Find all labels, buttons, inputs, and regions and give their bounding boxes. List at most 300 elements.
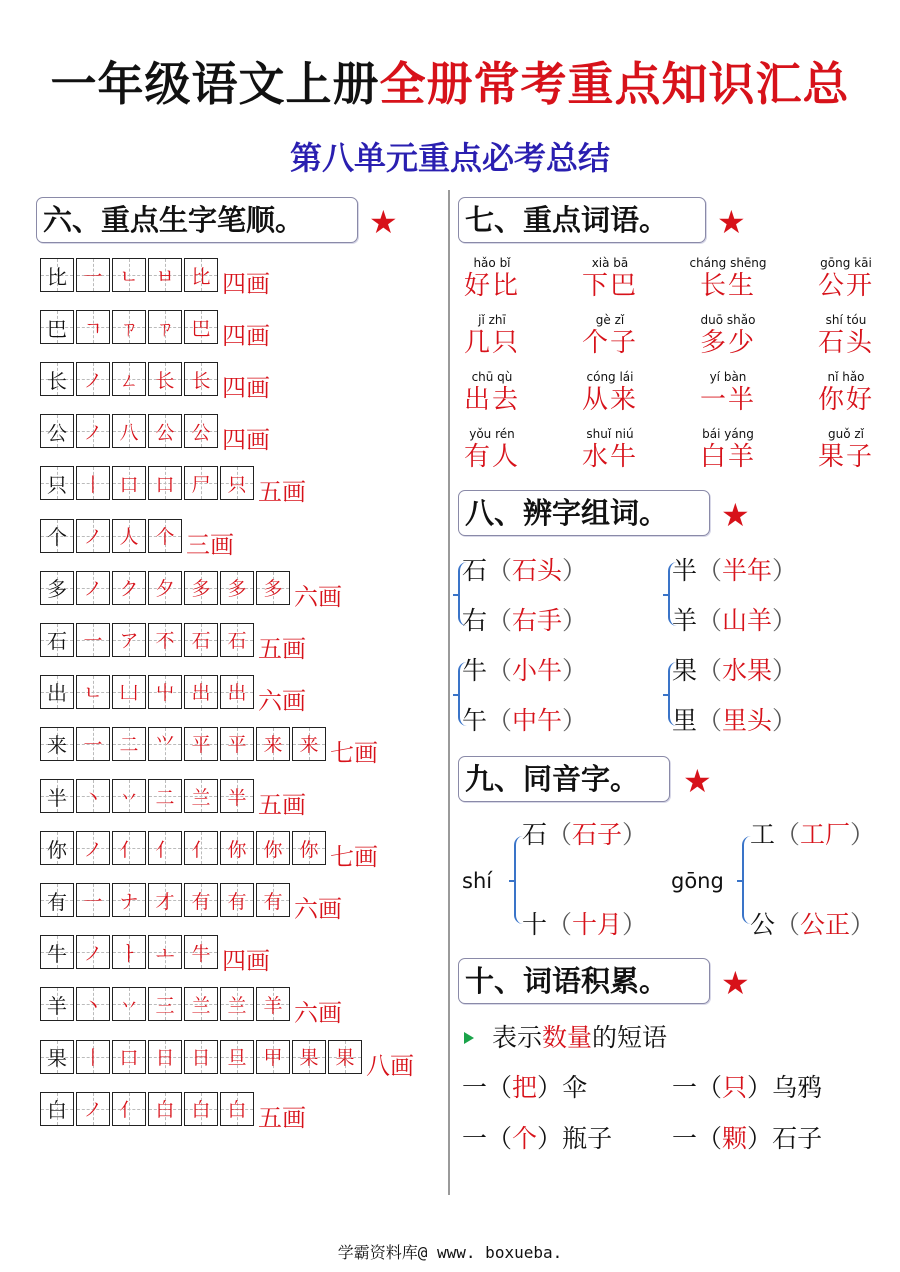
stroke-char: 只 bbox=[47, 472, 67, 497]
stroke-step-cell bbox=[76, 519, 110, 553]
stroke-step-cell bbox=[292, 727, 326, 761]
page-subtitle: 第八单元重点必考总结 bbox=[289, 139, 610, 177]
stroke-count: 五画 bbox=[258, 791, 306, 819]
char-cell bbox=[40, 362, 74, 396]
stroke-step: 亻 bbox=[191, 838, 211, 861]
stroke-step-cell bbox=[220, 779, 254, 813]
homophone-pinyin: gōng bbox=[671, 869, 724, 893]
stroke-step: 一 bbox=[83, 890, 103, 913]
stroke-step-cell bbox=[256, 571, 290, 605]
paren-open: （ bbox=[697, 1124, 723, 1153]
stroke-step: 人 bbox=[119, 526, 139, 548]
pair-word: 工厂 bbox=[800, 820, 851, 849]
measure-phrase bbox=[462, 1073, 587, 1103]
stroke-row bbox=[40, 519, 234, 559]
key-word bbox=[806, 312, 886, 358]
key-word bbox=[806, 255, 886, 301]
title-part2: 全册常考重点知识汇总 bbox=[379, 57, 850, 111]
stroke-step: 平 bbox=[227, 734, 247, 757]
stroke-step-cell bbox=[220, 571, 254, 605]
stroke-step: 多 bbox=[191, 578, 211, 601]
stroke-step: ノ bbox=[83, 942, 103, 965]
stroke-step: ノ bbox=[83, 838, 103, 861]
section7-heading: 七、重点词语。 bbox=[458, 197, 706, 243]
key-word bbox=[688, 255, 768, 301]
stroke-count: 六画 bbox=[258, 686, 306, 715]
stroke-step-cell bbox=[76, 623, 110, 657]
stroke-step-cell bbox=[292, 1040, 326, 1074]
stroke-step-cell bbox=[112, 310, 146, 344]
word-hanzi: 一半 bbox=[699, 385, 756, 415]
word-pinyin: bái yáng bbox=[702, 427, 754, 441]
stroke-row bbox=[40, 1040, 414, 1080]
paren-open: （ bbox=[697, 656, 723, 685]
section6-heading: 六、重点生字笔顺。 bbox=[36, 197, 358, 243]
stroke-step: ㄱ bbox=[83, 317, 103, 340]
stroke-step-cell bbox=[148, 310, 182, 344]
stroke-step-cell bbox=[112, 1092, 146, 1126]
pair-char: 十 bbox=[522, 910, 548, 939]
char-cell bbox=[40, 1040, 74, 1074]
stroke-step-cell bbox=[184, 987, 218, 1021]
stroke-step-cell bbox=[148, 779, 182, 813]
stroke-step: 一 bbox=[83, 734, 103, 757]
word-pinyin: gōng kāi bbox=[820, 256, 872, 270]
paren-open: （ bbox=[487, 606, 513, 635]
title-part1: 一年级语文上册 bbox=[50, 57, 380, 111]
stroke-step: 长 bbox=[191, 369, 211, 392]
stroke-step: 日 bbox=[191, 1047, 211, 1069]
stroke-step: 丶 bbox=[83, 786, 103, 809]
stroke-step-cell bbox=[256, 1040, 290, 1074]
stroke-step: 有 bbox=[191, 890, 211, 913]
stroke-step: ㄗ bbox=[119, 317, 139, 340]
char-pair bbox=[672, 706, 797, 736]
stroke-count: 四画 bbox=[222, 270, 270, 298]
word-hanzi: 水牛 bbox=[581, 442, 638, 472]
stroke-step-cell bbox=[76, 831, 110, 865]
measure-phrase bbox=[672, 1124, 822, 1154]
char-cell bbox=[40, 623, 74, 657]
stroke-step: 旦 bbox=[227, 1047, 247, 1069]
paren-close: ） bbox=[537, 1124, 563, 1153]
stroke-step: 亻 bbox=[119, 1099, 139, 1122]
key-word bbox=[806, 426, 886, 472]
bullet-triangle-icon bbox=[464, 1032, 474, 1044]
section9-heading: 九、同音字。 bbox=[458, 756, 670, 802]
phrase-pre: 一 bbox=[462, 1124, 488, 1153]
stroke-step-cell bbox=[76, 1092, 110, 1126]
stroke-count: 六画 bbox=[294, 582, 342, 611]
pair-word: 右手 bbox=[512, 606, 563, 635]
stroke-step: 有 bbox=[227, 890, 247, 913]
stroke-step: 兰 bbox=[191, 994, 211, 1017]
char-cell bbox=[40, 414, 74, 448]
word-pinyin: xià bā bbox=[591, 256, 629, 270]
paren-close: ） bbox=[772, 606, 798, 635]
section8-star-icon: ★ bbox=[721, 496, 750, 534]
stroke-row bbox=[40, 466, 306, 507]
stroke-step-cell bbox=[112, 987, 146, 1021]
stroke-step: 口 bbox=[155, 473, 175, 496]
char-cell bbox=[40, 519, 74, 553]
pair-char: 午 bbox=[462, 706, 488, 735]
stroke-step-cell bbox=[112, 935, 146, 969]
word-hanzi: 下巴 bbox=[581, 271, 638, 301]
word-hanzi: 石头 bbox=[817, 328, 874, 358]
word-hanzi: 几只 bbox=[463, 328, 520, 358]
word-pinyin: jǐ zhī bbox=[478, 313, 506, 327]
char-cell bbox=[40, 987, 74, 1021]
pair-word: 十月 bbox=[572, 910, 623, 939]
stroke-step: 石 bbox=[191, 630, 211, 653]
stroke-step-cell bbox=[76, 675, 110, 709]
pair-word: 中午 bbox=[512, 706, 563, 735]
stroke-step-cell bbox=[184, 935, 218, 969]
stroke-step-cell bbox=[148, 831, 182, 865]
stroke-step-cell bbox=[184, 1092, 218, 1126]
column-divider bbox=[448, 190, 450, 1195]
char-cell bbox=[40, 258, 74, 292]
stroke-step-cell bbox=[112, 519, 146, 553]
stroke-char: 多 bbox=[47, 577, 67, 602]
stroke-step-cell bbox=[220, 1040, 254, 1074]
section7-star-icon: ★ bbox=[717, 203, 746, 241]
stroke-step-cell bbox=[256, 987, 290, 1021]
char-cell bbox=[40, 1092, 74, 1126]
stroke-step: 亻 bbox=[119, 838, 139, 861]
stroke-step-cell bbox=[148, 519, 182, 553]
paren-open: （ bbox=[775, 820, 801, 849]
word-pinyin: shí tóu bbox=[825, 313, 867, 327]
paren-close: ） bbox=[772, 656, 798, 685]
homophone-pair bbox=[522, 910, 647, 940]
paren-open: （ bbox=[487, 1124, 513, 1153]
stroke-step: 二 bbox=[155, 786, 175, 809]
stroke-step-cell bbox=[112, 1040, 146, 1074]
stroke-step: 半 bbox=[227, 786, 247, 809]
stroke-step-cell bbox=[220, 675, 254, 709]
stroke-step-cell bbox=[76, 466, 110, 500]
stroke-step-cell bbox=[112, 831, 146, 865]
stroke-step: 个 bbox=[155, 526, 175, 548]
stroke-step-cell bbox=[148, 466, 182, 500]
stroke-step-cell bbox=[184, 414, 218, 448]
stroke-step: 来 bbox=[299, 734, 319, 757]
phrase-word: 颗 bbox=[722, 1124, 748, 1153]
phrase-post: 瓶子 bbox=[562, 1124, 613, 1153]
pair-char: 牛 bbox=[462, 656, 488, 685]
stroke-step-cell bbox=[220, 831, 254, 865]
word-hanzi: 有人 bbox=[463, 442, 520, 472]
stroke-step: ノ bbox=[83, 578, 103, 601]
stroke-step: 白 bbox=[191, 1099, 211, 1122]
stroke-step: 二 bbox=[119, 734, 139, 757]
stroke-step: ア bbox=[119, 630, 139, 653]
stroke-step-cell bbox=[148, 571, 182, 605]
pair-char: 里 bbox=[672, 706, 698, 735]
paren-close: ） bbox=[562, 556, 588, 585]
pair-char: 工 bbox=[750, 820, 776, 849]
pair-word: 石头 bbox=[512, 556, 563, 585]
key-word bbox=[688, 369, 768, 415]
stroke-step-cell bbox=[76, 1040, 110, 1074]
stroke-count: 四画 bbox=[222, 322, 270, 351]
stroke-step-cell bbox=[112, 571, 146, 605]
stroke-step-cell bbox=[76, 987, 110, 1021]
stroke-char: 你 bbox=[47, 837, 67, 862]
paren-open: （ bbox=[547, 910, 573, 939]
stroke-step: 羊 bbox=[263, 994, 283, 1017]
char-cell bbox=[40, 831, 74, 865]
stroke-step: 多 bbox=[263, 578, 283, 601]
stroke-step: ノ bbox=[83, 1099, 103, 1122]
stroke-count: 三画 bbox=[186, 530, 234, 559]
stroke-step-cell bbox=[76, 571, 110, 605]
stroke-step-cell bbox=[112, 623, 146, 657]
paren-close: ） bbox=[562, 706, 588, 735]
paren-open: （ bbox=[697, 556, 723, 585]
stroke-step: 丷 bbox=[119, 786, 139, 809]
phrase-word: 个 bbox=[512, 1124, 538, 1153]
stroke-step-cell bbox=[112, 414, 146, 448]
stroke-step-cell bbox=[256, 831, 290, 865]
stroke-step: 丨 bbox=[83, 1047, 103, 1069]
stroke-step: 口 bbox=[119, 1047, 139, 1069]
key-word bbox=[570, 312, 650, 358]
stroke-step-cell bbox=[76, 779, 110, 813]
stroke-step: 长 bbox=[155, 369, 175, 392]
stroke-char: 来 bbox=[47, 733, 67, 758]
stroke-step-cell bbox=[76, 362, 110, 396]
stroke-count: 四画 bbox=[222, 426, 270, 455]
char-cell bbox=[40, 727, 74, 761]
word-pinyin: cóng lái bbox=[586, 370, 634, 384]
stroke-step-cell bbox=[220, 727, 254, 761]
phrase-post: 乌鸦 bbox=[772, 1073, 823, 1102]
stroke-step-cell bbox=[184, 623, 218, 657]
stroke-step: ナ bbox=[119, 890, 139, 913]
char-cell bbox=[40, 935, 74, 969]
stroke-step-cell bbox=[148, 258, 182, 292]
paren-close: ） bbox=[850, 820, 876, 849]
stroke-step: ㅏ bbox=[119, 942, 139, 965]
paren-open: （ bbox=[487, 656, 513, 685]
stroke-step-cell bbox=[148, 675, 182, 709]
stroke-row bbox=[40, 623, 306, 663]
stroke-step: 才 bbox=[155, 890, 175, 913]
stroke-row bbox=[40, 935, 270, 976]
word-hanzi: 个子 bbox=[581, 328, 638, 358]
stroke-step-cell bbox=[292, 831, 326, 865]
char-pair bbox=[672, 606, 797, 636]
stroke-count: 八画 bbox=[366, 1051, 414, 1080]
phrase-post: 伞 bbox=[562, 1073, 588, 1102]
char-cell bbox=[40, 675, 74, 709]
stroke-row bbox=[40, 362, 270, 403]
stroke-step-cell bbox=[220, 883, 254, 917]
stroke-row bbox=[40, 258, 270, 298]
paren-close: ） bbox=[622, 820, 648, 849]
pair-word: 山羊 bbox=[722, 606, 773, 635]
paren-open: （ bbox=[697, 1073, 723, 1102]
stroke-count: 五画 bbox=[258, 1103, 306, 1132]
stroke-step: 你 bbox=[227, 838, 247, 861]
stroke-row bbox=[40, 883, 342, 924]
char-cell bbox=[40, 883, 74, 917]
paren-open: （ bbox=[487, 706, 513, 735]
stroke-step: 不 bbox=[155, 630, 175, 653]
stroke-char: 有 bbox=[47, 889, 67, 914]
stroke-step-cell bbox=[184, 779, 218, 813]
stroke-step-cell bbox=[184, 675, 218, 709]
stroke-step-cell bbox=[220, 466, 254, 500]
stroke-char: 个 bbox=[47, 525, 67, 549]
stroke-step-cell bbox=[184, 831, 218, 865]
word-hanzi: 出去 bbox=[463, 385, 520, 415]
paren-close: ） bbox=[850, 910, 876, 939]
stroke-step-cell bbox=[148, 935, 182, 969]
paren-close: ） bbox=[537, 1073, 563, 1102]
stroke-step: 尸 bbox=[191, 473, 211, 496]
stroke-step-cell bbox=[76, 935, 110, 969]
word-pinyin: hǎo bǐ bbox=[473, 256, 511, 270]
paren-close: ） bbox=[747, 1073, 773, 1102]
stroke-step-cell bbox=[184, 1040, 218, 1074]
stroke-step: ㄴ bbox=[83, 682, 103, 705]
stroke-step-cell bbox=[76, 883, 110, 917]
stroke-step: 凵 bbox=[119, 682, 139, 705]
stroke-step: ㄗ bbox=[155, 317, 175, 340]
stroke-count: 五画 bbox=[258, 634, 306, 663]
stroke-row bbox=[40, 779, 306, 819]
stroke-step: 口 bbox=[119, 473, 139, 496]
char-pair bbox=[672, 656, 797, 686]
paren-open: （ bbox=[487, 556, 513, 585]
stroke-step-cell bbox=[148, 414, 182, 448]
stroke-step: 果 bbox=[299, 1047, 319, 1069]
stroke-step-cell bbox=[112, 779, 146, 813]
stroke-row bbox=[40, 571, 342, 611]
section8-heading: 八、辨字组词。 bbox=[458, 490, 710, 536]
stroke-step-cell bbox=[76, 727, 110, 761]
stroke-step: 你 bbox=[299, 838, 319, 861]
stroke-step: 兰 bbox=[191, 786, 211, 809]
stroke-step-cell bbox=[76, 310, 110, 344]
stroke-row bbox=[40, 831, 378, 872]
stroke-count: 四画 bbox=[222, 947, 270, 976]
stroke-step-cell bbox=[184, 362, 218, 396]
key-word bbox=[452, 255, 532, 301]
stroke-step: ノ bbox=[83, 421, 103, 444]
stroke-step-cell bbox=[184, 466, 218, 500]
word-pinyin: guǒ zǐ bbox=[827, 427, 864, 441]
pair-word: 里头 bbox=[722, 706, 773, 735]
pair-char: 羊 bbox=[672, 606, 698, 635]
stroke-step: ノ bbox=[83, 369, 103, 392]
word-hanzi: 你好 bbox=[817, 385, 874, 415]
word-pinyin: chū qù bbox=[471, 370, 513, 384]
phrase-pre: 一 bbox=[672, 1124, 698, 1153]
stroke-step: 巴 bbox=[191, 317, 211, 340]
stroke-step: 石 bbox=[227, 630, 247, 653]
paren-close: ） bbox=[747, 1124, 773, 1153]
footer-watermark: 学霸资料库@ www. boxueba. bbox=[337, 1243, 563, 1262]
stroke-step-cell bbox=[328, 1040, 362, 1074]
paren-open: （ bbox=[697, 606, 723, 635]
stroke-step-cell bbox=[148, 987, 182, 1021]
stroke-step-cell bbox=[184, 727, 218, 761]
stroke-char: 出 bbox=[47, 681, 67, 706]
word-hanzi: 多少 bbox=[699, 328, 756, 358]
word-hanzi: 好比 bbox=[463, 271, 520, 301]
word-pinyin: gè zǐ bbox=[595, 313, 625, 327]
paren-open: （ bbox=[697, 706, 723, 735]
char-cell bbox=[40, 571, 74, 605]
paren-close: ） bbox=[562, 606, 588, 635]
char-pair bbox=[462, 606, 587, 636]
stroke-step-cell bbox=[148, 727, 182, 761]
stroke-row bbox=[40, 727, 378, 767]
paren-open: （ bbox=[547, 820, 573, 849]
stroke-step: 八 bbox=[119, 421, 139, 444]
phrase-pre: 一 bbox=[462, 1073, 488, 1102]
homophone-pair bbox=[750, 910, 875, 940]
homophone-pinyin: shí bbox=[462, 869, 493, 893]
stroke-char: 半 bbox=[47, 785, 67, 810]
phrase-word: 只 bbox=[722, 1073, 748, 1102]
page-title bbox=[0, 48, 900, 114]
homophone-pair bbox=[522, 820, 647, 850]
stroke-step-cell bbox=[112, 466, 146, 500]
word-pinyin: shuǐ niú bbox=[586, 427, 634, 441]
stroke-step-cell bbox=[256, 727, 290, 761]
char-pair bbox=[462, 556, 587, 586]
pair-word: 小牛 bbox=[512, 656, 563, 685]
pair-word: 石子 bbox=[572, 820, 623, 849]
stroke-count: 六画 bbox=[294, 999, 342, 1028]
stroke-step: 亻 bbox=[155, 838, 175, 861]
stroke-step: 出 bbox=[191, 682, 211, 705]
pair-char: 石 bbox=[522, 820, 548, 849]
paren-close: ） bbox=[562, 656, 588, 685]
stroke-step: 公 bbox=[191, 421, 211, 444]
stroke-char: 公 bbox=[47, 420, 67, 445]
stroke-count: 七画 bbox=[330, 843, 378, 872]
stroke-step: ⺍ bbox=[155, 734, 175, 757]
stroke-step: 丶 bbox=[83, 994, 103, 1017]
word-pinyin: yǒu rén bbox=[469, 427, 515, 441]
stroke-char: 巴 bbox=[47, 316, 67, 341]
stroke-char: 牛 bbox=[47, 941, 67, 966]
stroke-step: 甲 bbox=[263, 1047, 283, 1069]
section9-star-icon: ★ bbox=[683, 762, 712, 800]
char-cell bbox=[40, 466, 74, 500]
section10-star-icon: ★ bbox=[721, 964, 750, 1002]
stroke-step: ㄴ bbox=[119, 265, 139, 288]
paren-close: ） bbox=[772, 556, 798, 585]
stroke-step: 来 bbox=[263, 734, 283, 757]
stroke-count: 六画 bbox=[294, 895, 342, 924]
stroke-step: 只 bbox=[227, 473, 247, 496]
stroke-count: 四画 bbox=[222, 374, 270, 403]
word-pinyin: cháng shēng bbox=[689, 256, 767, 270]
paren-open: （ bbox=[775, 910, 801, 939]
char-cell bbox=[40, 310, 74, 344]
stroke-step-cell bbox=[112, 362, 146, 396]
word-pinyin: yí bàn bbox=[709, 370, 747, 384]
stroke-step-cell bbox=[148, 883, 182, 917]
